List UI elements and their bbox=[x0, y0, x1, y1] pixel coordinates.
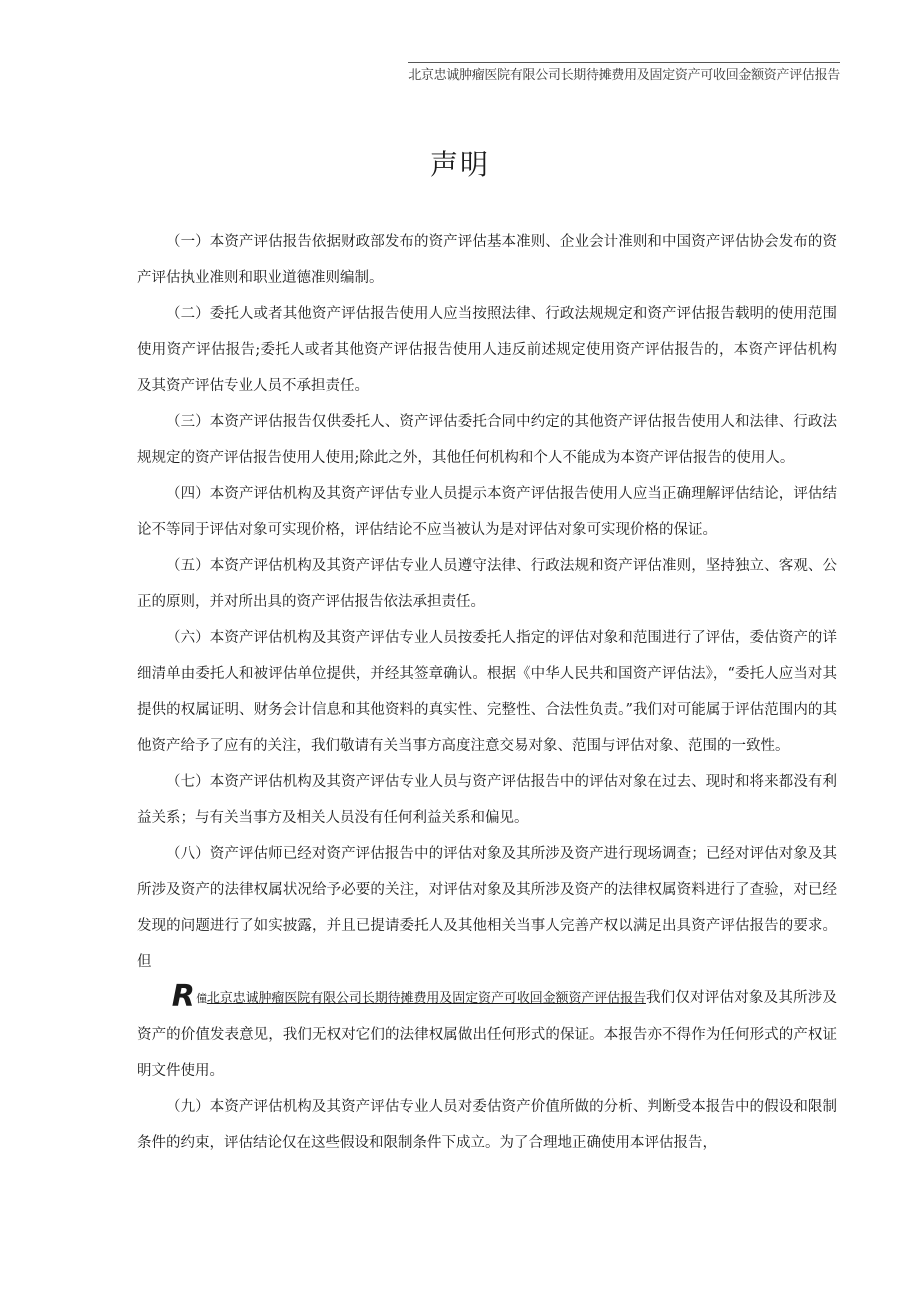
paragraph-3: （三）本资产评估报告仅供委托人、资产评估委托合同中约定的其他资产评估报告使用人和法律、行政法规规定的资产评估报告使用人使用;除此之外，其他任何机构和个人不能成为本资产评估报告的使用人。 bbox=[137, 414, 837, 466]
continuation-text: 我们仅对评估对象及其所涉及资产的价值发表意见，我们无权对它们的法律权属做出任何形式的保证。本报告亦不得作为任何形式的产权证明文件使用。 bbox=[137, 990, 838, 1079]
paragraph-8-continuation bbox=[137, 980, 837, 1089]
paragraph-6: （六）本资产评估机构及其资产评估专业人员按委托人指定的评估对象和范围进行了评估，委估资产的详细清单由委托人和被评估单位提供，并经其签章确认。根据《中华人民共和国资产评估法》，“委托人应当对其提供的权属证明、财务会计信息和其他资料的真实性、完整性、合法性负责。”我们对可能属于评估范围内的其他资产给予了应有的关注，我们敬请有关当事方高度注意交易对象、范围与评估对象、范围的一致性。 bbox=[137, 630, 837, 754]
paragraph-5: （五）本资产评估机构及其资产评估专业人员遵守法律、行政法规和资产评估准则，坚持独立、客观、公正的原则，并对所出具的资产评估报告依法承担责任。 bbox=[137, 558, 837, 610]
paragraph-2: （二）委托人或者其他资产评估报告使用人应当按照法律、行政法规规定和资产评估报告载明的使用范围使用资产评估报告;委托人或者其他资产评估报告使用人违反前述规定使用资产评估报告的，本资产评估机构及其资产评估专业人员不承担责任。 bbox=[137, 306, 837, 394]
paragraph-4: （四）本资产评估机构及其资产评估专业人员提示本资产评估报告使用人应当正确理解评估结论，评估结论不等同于评估对象可实现价格，评估结论不应当被认为是对评估对象可实现价格的保证。 bbox=[137, 486, 837, 538]
paragraph-8: （八）资产评估师已经对资产评估报告中的评估对象及其所涉及资产进行现场调查；已经对评估对象及其所涉及资产的法律权属状况给予必要的关注，对评估对象及其所涉及资产的法律权属资料进行了查验，对已经发现的问题进行了如实披露，并且已提请委托人及其他相关当事人完善产权以满足出具资产评估报告的要求。但 bbox=[137, 846, 837, 970]
statement-body bbox=[137, 224, 837, 1161]
paragraph-9: （九）本资产评估机构及其资产评估专业人员对委估资产价值所做的分析、判断受本报告中的假设和限制条件的约束，评估结论仅在这些假设和限制条件下成立。为了合理地正确使用本评估报告， bbox=[137, 1099, 837, 1151]
inline-report-reference: 北京忠诚肿瘤医院有限公司长期待摊费用及固定资产可收回金额资产评估报告 bbox=[206, 991, 646, 1006]
stray-letter: R bbox=[171, 979, 195, 1014]
stray-prefix: 僮 bbox=[195, 992, 207, 1005]
page-title: 声明 bbox=[429, 148, 490, 181]
running-header: 北京忠诚肿瘤医院有限公司长期待摊费用及固定资产可收回金额资产评估报告 bbox=[408, 62, 840, 83]
paragraph-1: （一）本资产评估报告依据财政部发布的资产评估基本准则、企业会计准则和中国资产评估协会发布的资产评估执业准则和职业道德准则编制。 bbox=[137, 234, 837, 286]
paragraph-7: （七）本资产评估机构及其资产评估专业人员与资产评估报告中的评估对象在过去、现时和将来都没有利益关系；与有关当事方及相关人员没有任何利益关系和偏见。 bbox=[137, 774, 837, 826]
